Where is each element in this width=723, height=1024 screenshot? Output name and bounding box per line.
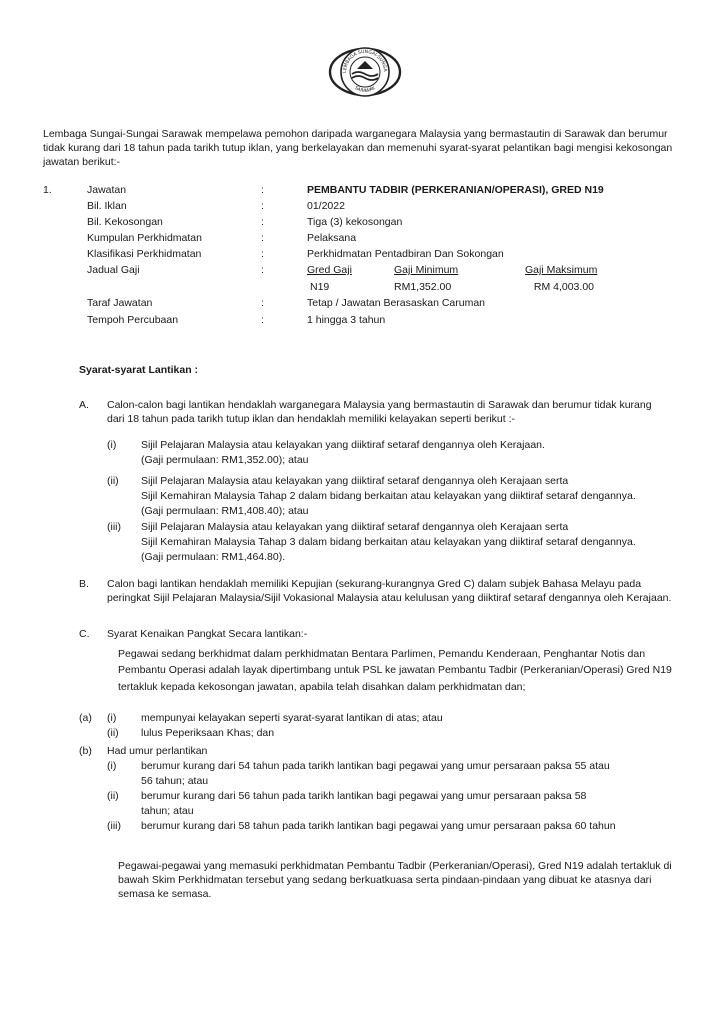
salary-min: RM1,352.00 bbox=[394, 281, 452, 293]
section-c-text: Pegawai sedang berkhidmat dalam perkhidmatan Bentara Parlimen, Pemandu Kenderaan, Penghantar Notis dan Pembantu Operasi adalah layak dipertimbang untuk PSL ke jawatan Pembantu Tadbir (Perkeranian/Operasi) Gred N19 tertakluk kepada kekosongan jawatan, apabila telah disahkan dalam perkhidmatan dan; bbox=[118, 648, 672, 693]
tempoh-value: 1 hingga 3 tahun bbox=[307, 314, 386, 326]
colon: : bbox=[261, 314, 264, 326]
intro-paragraph: Lembaga Sungai-Sungai Sarawak mempelawa pemohon daripada warganegara Malaysia yang bermastautin di Sarawak dan berumur tidak kurang dari 18 tahun pada tarikh tutup iklan, yang berkelayakan dan memenuhi syarat-syarat pelantikan bagi mengisi kekosongan jawatan berikut:- bbox=[43, 128, 673, 169]
a-item-number: (i) bbox=[107, 439, 117, 451]
a-item-number: (iii) bbox=[107, 521, 121, 533]
bil-iklan-value: 01/2022 bbox=[307, 200, 345, 212]
colon: : bbox=[261, 264, 264, 276]
sub-a-item-number: (i) bbox=[107, 712, 117, 724]
sub-a-item-text: mempunyai kelayakan seperti syarat-syarat lantikan di atas; atau bbox=[141, 712, 443, 724]
salary-gred: N19 bbox=[310, 281, 330, 293]
a-item-number: (ii) bbox=[107, 475, 119, 487]
kumpulan-label: Kumpulan Perkhidmatan bbox=[87, 232, 202, 244]
sub-b-item-line: tahun; atau bbox=[141, 805, 194, 817]
jawatan-label: Jawatan bbox=[87, 184, 127, 196]
item-number: 1. bbox=[43, 184, 52, 196]
sub-a-label: (a) bbox=[79, 712, 92, 724]
colon: : bbox=[261, 248, 264, 260]
sub-b-item-line: 56 tahun; atau bbox=[141, 775, 209, 787]
colon: : bbox=[261, 184, 264, 196]
a-item-line: (Gaji permulaan: RM1,352.00); atau bbox=[141, 454, 309, 466]
section-c-label: C. bbox=[79, 628, 90, 640]
logo-ring-bottom-text: SARAWAK bbox=[353, 85, 377, 95]
sub-b-item-number: (iii) bbox=[107, 820, 121, 832]
colon: : bbox=[261, 216, 264, 228]
section-a-label: A. bbox=[79, 399, 89, 411]
closing-paragraph: Pegawai-pegawai yang memasuki perkhidmatan Pembantu Tadbir (Perkeranian/Operasi), Gred N19 adalah tertakluk di bawah Skim Perkhidmatan tersebut yang sedang berkuatkuasa serta pindaan-pindaan yang dibuat ke atasnya dari semasa ke semasa. bbox=[118, 860, 672, 901]
sub-a-item-number: (ii) bbox=[107, 727, 119, 739]
a-item-line: Sijil Pelajaran Malaysia atau kelayakan yang diiktiraf setaraf dengannya oleh Kerajaan. bbox=[141, 439, 545, 451]
section-a-text: Calon-calon bagi lantikan hendaklah warganegara Malaysia yang bermastautin di Sarawak dan berumur tidak kurang dari 18 tahun pada tarikh tutup iklan dan hendaklah memiliki kelayakan seperti berikut :- bbox=[107, 399, 652, 426]
taraf-label: Taraf Jawatan bbox=[87, 297, 153, 309]
sub-b-label: (b) bbox=[79, 745, 92, 757]
colon: : bbox=[261, 232, 264, 244]
salary-header-min: Gaji Minimum bbox=[394, 264, 459, 276]
a-item-line: Sijil Pelajaran Malaysia atau kelayakan yang diiktiraf setaraf dengannya oleh Kerajaan serta bbox=[141, 475, 569, 487]
sub-b-item-number: (i) bbox=[107, 760, 117, 772]
colon: : bbox=[261, 297, 264, 309]
section-c-heading: Syarat Kenaikan Pangkat Secara lantikan:- bbox=[107, 628, 308, 640]
colon: : bbox=[261, 200, 264, 212]
organization-logo bbox=[327, 40, 403, 104]
bil-iklan-label: Bil. Iklan bbox=[87, 200, 127, 212]
sub-b-item-line: berumur kurang dari 58 tahun pada tarikh lantikan bagi pegawai yang umur persaraan paksa 60 tahun bbox=[141, 820, 616, 832]
sub-a-item-text: lulus Peperiksaan Khas; dan bbox=[141, 727, 275, 739]
jawatan-value: PEMBANTU TADBIR (PERKERANIAN/OPERASI), GRED N19 bbox=[307, 184, 604, 196]
salary-header-gred: Gred Gaji bbox=[307, 264, 352, 276]
salary-max: RM 4,003.00 bbox=[533, 281, 594, 293]
a-item-line: Sijil Kemahiran Malaysia Tahap 3 dalam bidang berkaitan atau kelayakan yang diiktiraf setaraf dengannya. bbox=[141, 536, 636, 548]
section-b-label: B. bbox=[79, 578, 89, 590]
logo-ring-top-text: LEMBAGA SUNGAI-SUNGA bbox=[342, 49, 388, 73]
a-item-line: (Gaji permulaan: RM1,464.80). bbox=[141, 551, 286, 563]
kekosongan-label: Bil. Kekosongan bbox=[87, 216, 163, 228]
jadual-gaji-label: Jadual Gaji bbox=[87, 264, 140, 276]
sub-b-heading: Had umur perlantikan bbox=[107, 745, 208, 757]
taraf-value: Tetap / Jawatan Berasaskan Caruman bbox=[307, 297, 486, 309]
kekosongan-value: Tiga (3) kekosongan bbox=[307, 216, 403, 228]
tempoh-label: Tempoh Percubaan bbox=[87, 314, 179, 326]
syarat-heading: Syarat-syarat Lantikan : bbox=[79, 364, 199, 376]
a-item-line: Sijil Kemahiran Malaysia Tahap 2 dalam bidang berkaitan atau kelayakan yang diiktiraf setaraf dengannya. bbox=[141, 490, 636, 502]
a-item-line: Sijil Pelajaran Malaysia atau kelayakan yang diiktiraf setaraf dengannya oleh Kerajaan serta bbox=[141, 521, 569, 533]
klasifikasi-label: Klasifikasi Perkhidmatan bbox=[87, 248, 202, 260]
kumpulan-value: Pelaksana bbox=[307, 232, 357, 244]
sub-b-item-line: berumur kurang dari 56 tahun pada tarikh lantikan bagi pegawai yang umur persaraan paksa 58 bbox=[141, 790, 587, 802]
salary-header-max: Gaji Maksimum bbox=[525, 264, 598, 276]
sub-b-item-line: berumur kurang dari 54 tahun pada tarikh lantikan bagi pegawai yang umur persaraan paksa 55 atau bbox=[141, 760, 610, 772]
a-item-line: (Gaji permulaan: RM1,408.40); atau bbox=[141, 505, 309, 517]
klasifikasi-value: Perkhidmatan Pentadbiran Dan Sokongan bbox=[307, 248, 504, 260]
sub-b-item-number: (ii) bbox=[107, 790, 119, 802]
section-b-text: Calon bagi lantikan hendaklah memiliki Kepujian (sekurang-kurangnya Gred C) dalam subjek Bahasa Melayu pada peringkat Sijil Pelajaran Malaysia/Sijil Vokasional Malaysia atau kelulusan yang diiktiraf setaraf dengannya oleh Kerajaan. bbox=[107, 578, 672, 605]
